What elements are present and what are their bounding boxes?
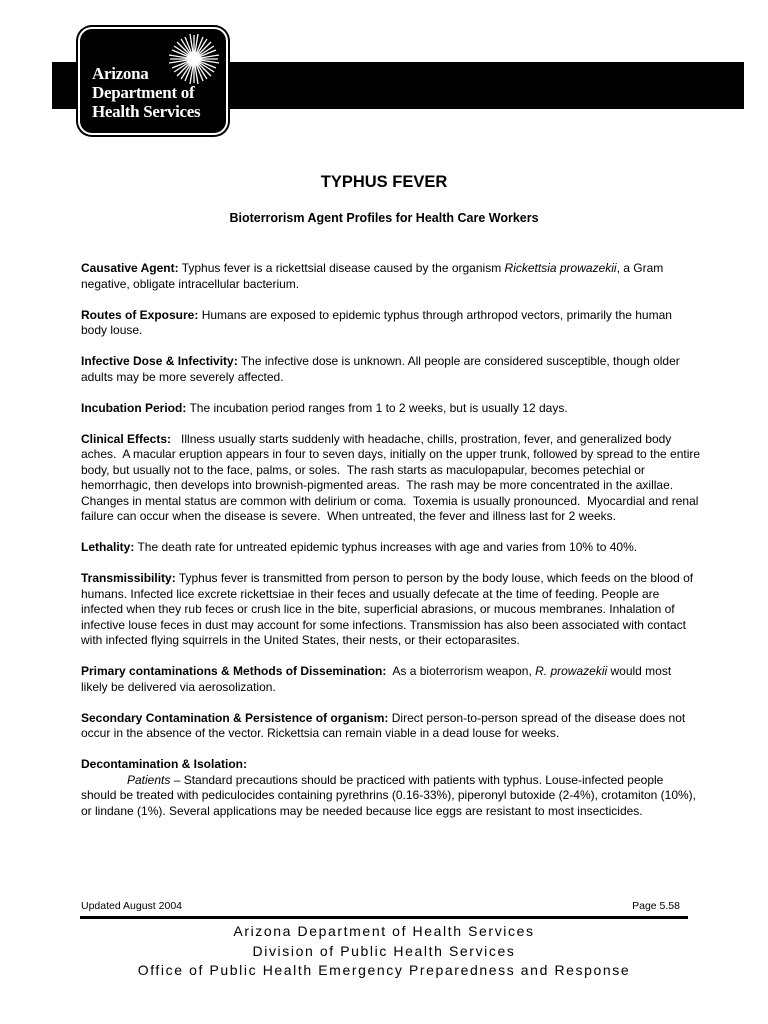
- logo-text: [92, 64, 200, 121]
- section-routes-of-exposure: Routes of Exposure: Humans are exposed to epidemic typhus through arthropod vectors, primarily the human body louse.: [81, 307, 672, 337]
- section-label: Causative Agent:: [81, 261, 179, 275]
- logo-line-3: Health Services: [92, 102, 201, 121]
- logo-line-2: Department of: [92, 83, 195, 102]
- footer-divider: [80, 916, 688, 919]
- section-secondary-contamination: Secondary Contamination & Persistence of organism: Direct person-to-person spread of the disease does not occur in the absence of the vector. Rickettsia can remain viable in a dead louse for weeks.: [81, 710, 686, 740]
- section-causative-agent: Causative Agent: Typhus fever is a rickettsial disease caused by the organism Rickettsia prowazekii, a Gram negative, obligate intracellular bacterium.: [81, 261, 664, 291]
- document-body: [81, 261, 704, 835]
- footer-org-line-2: Division of Public Health Services: [252, 942, 516, 959]
- agency-logo: [78, 27, 228, 135]
- section-clinical-effects: Clinical Effects: Illness usually starts suddenly with headache, chills, prostration, fever, and generalized body aches. A macular eruption appears in four to seven days, initially on the upper trunk, followed by spread to the entire body, but usually not to the face, palms, or soles. The rash starts as maculopapular, becomes petechial or hemorrhagic, then develops into brownish-pigmented areas. The rash may be more concentrated in the axillae. Changes in mental status are common with delirium or coma. Toxemia is usually pronounced. Myocardial and renal failure can occur when the disease is severe. When untreated, the fever and illness last for 2 weeks.: [81, 431, 704, 523]
- updated-date: Updated August 2004: [81, 900, 183, 912]
- document-title: TYPHUS FEVER: [320, 173, 448, 191]
- section-label: Incubation Period:: [81, 400, 187, 415]
- section-label: Lethality:: [81, 540, 135, 554]
- section-label: Secondary Contamination & Persistence of organism:: [81, 710, 389, 725]
- section-label: Primary contaminations & Methods of Dissemination:: [81, 664, 387, 678]
- section-label: Routes of Exposure:: [81, 307, 199, 322]
- section-label: Transmissibility:: [81, 571, 176, 585]
- section-label: Clinical Effects:: [81, 431, 172, 446]
- section-transmissibility: Transmissibility: Typhus fever is transmitted from person to person by the body louse, which feeds on the blood of humans. Infected lice excrete rickettsiae in their feces and usually defecate at the time of feeding. People are infected when they rub feces or crush lice in the bite, superficial abrasions, or mucous membranes. Inhalation of infective louse feces in dust may account for some infections. Transmission has also been associated with contact with infected flying squirrels in the United States, their nests, or their ectoparasites.: [81, 571, 694, 647]
- section-label: Decontamination & Isolation:: [81, 757, 248, 771]
- section-primary-contamination: Primary contaminations & Methods of Dissemination: As a bioterrorism weapon, R. prowazekii would most likely be delivered via aerosolization.: [81, 664, 675, 694]
- document-subtitle: Bioterrorism Agent Profiles for Health Care Workers: [229, 211, 539, 225]
- section-lethality: Lethality: The death rate for untreated epidemic typhus increases with age and varies from 10% to 40%.: [81, 540, 638, 554]
- section-incubation-period: Incubation Period: The incubation period ranges from 1 to 2 weeks, but is usually 12 days.: [81, 400, 568, 415]
- footer-org-line-3: Office of Public Health Emergency Preparedness and Response: [137, 962, 631, 978]
- footer-organization: [0, 922, 768, 981]
- section-decontamination-heading: [81, 757, 701, 773]
- section-infective-dose: Infective Dose & Infectivity: The infective dose is unknown. All people are considered susceptible, though older adults may be more severely affected.: [81, 354, 680, 384]
- section-decontamination: Patients – Standard precautions should be practiced with patients with typhus. Louse-infected people should be treated with pediculocides containing pyrethrins (0.16-33%), piperonyl butoxide (2-4%), crotamiton (10%), or lindane (1%). Several applications may be needed because lice eggs are resistant to most insecticides.: [81, 772, 696, 818]
- page-number: Page 5.58: [632, 900, 680, 912]
- footer-org-line-1: Arizona Department of Health Services: [233, 923, 535, 939]
- logo-line-1: Arizona: [92, 64, 149, 83]
- section-label: Infective Dose & Infectivity:: [81, 354, 238, 368]
